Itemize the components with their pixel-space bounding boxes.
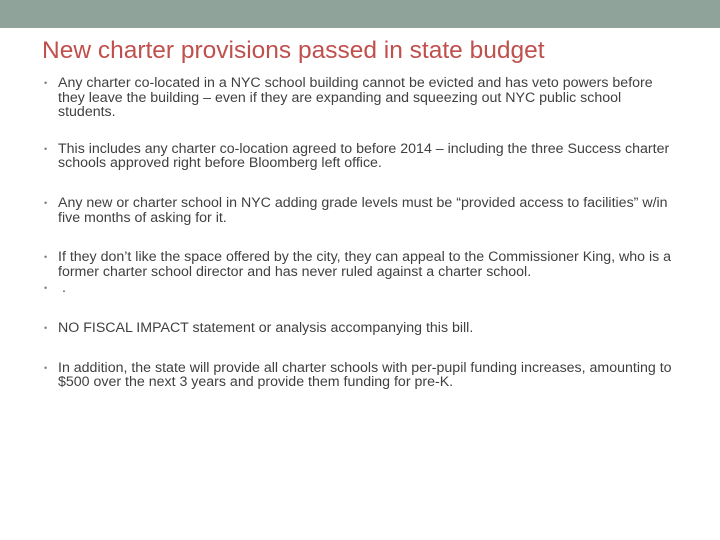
bullet-text: Any new or charter school in NYC adding grade levels must be “provided access to facilities” w/in five months of asking for it. [58, 194, 668, 226]
bullet-text: NO FISCAL IMPACT statement or analysis accompanying this bill. [58, 319, 474, 336]
bullet-item-commissioner-appeal [44, 250, 674, 279]
bullet-dot-icon: • [44, 252, 48, 263]
bullet-dot-icon: • [44, 283, 48, 294]
bullet-text: . [62, 280, 66, 297]
bullet-text: In addition, the state will provide all charter schools with per-pupil funding increases, amounting to $500 over the next 3 years and provide them funding for pre-K. [58, 359, 672, 391]
slide-title: New charter provisions passed in state budget [42, 37, 545, 64]
bullet-text: Any charter co-located in a NYC school building cannot be evicted and has veto powers before they leave the building – even if they are expanding and squeezing out NYC public school students. [58, 75, 653, 121]
bullet-item-period [44, 281, 674, 296]
bullet-item-no-fiscal-impact [44, 321, 674, 336]
bullet-item-co-location-eviction [44, 76, 674, 120]
bullet-dot-icon: • [44, 197, 48, 208]
bullet-item-pre-2014-co-locations [44, 142, 674, 171]
top-accent-band [0, 0, 720, 28]
bullet-list [44, 72, 674, 390]
bullet-text: If they don’t like the space offered by the city, they can appeal to the Commissioner King, who is a former charter school director and has never ruled against a charter school. [58, 249, 672, 280]
bullet-dot-icon: • [44, 322, 48, 333]
bullet-dot-icon: • [44, 78, 48, 88]
bullet-dot-icon: • [44, 143, 48, 154]
bullet-dot-icon: • [44, 362, 48, 373]
bullet-item-per-pupil-funding [44, 361, 674, 390]
bullet-text: This includes any charter co-location agreed to before 2014 – including the three Success charter schools approved right before Bloomberg left office. [58, 140, 670, 172]
bullet-item-facilities-access [44, 196, 674, 225]
